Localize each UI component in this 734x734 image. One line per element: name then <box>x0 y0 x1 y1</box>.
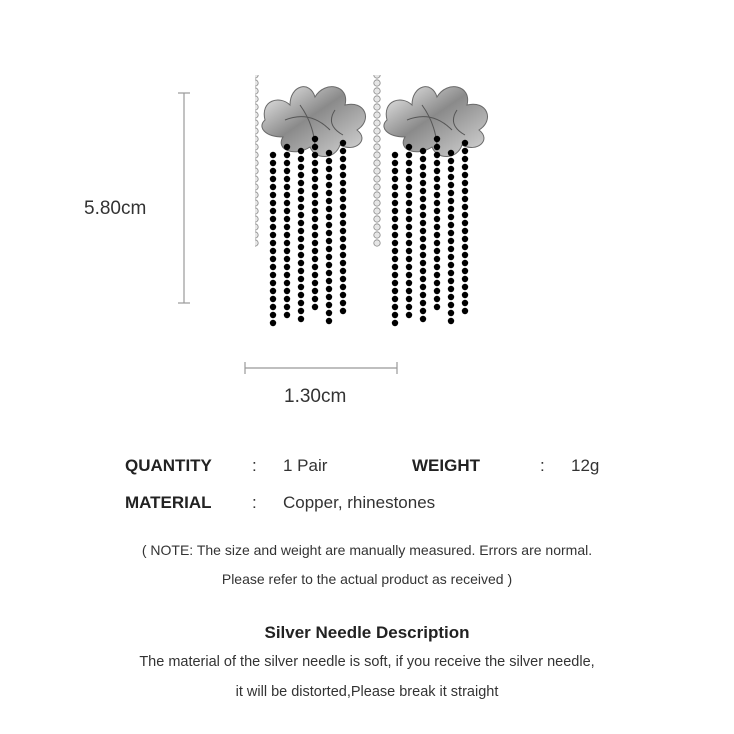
description-title: Silver Needle Description <box>264 623 470 642</box>
material-key: MATERIAL <box>125 493 212 512</box>
quantity-key: QUANTITY <box>125 456 212 475</box>
material-sep: : <box>252 493 257 512</box>
note-line-2: Please refer to the actual product as received ) <box>221 571 513 587</box>
weight-key: WEIGHT <box>412 456 480 475</box>
width-label: 1.30cm <box>284 386 347 407</box>
description-line-1: The material of the silver needle is soft, if you receive the silver needle, <box>139 654 595 670</box>
weight-sep: : <box>540 456 545 475</box>
description-line-2: it will be distorted,Please break it straight <box>235 684 499 700</box>
earrings-product-image <box>255 75 495 345</box>
material-value: Copper, rhinestones <box>283 493 436 512</box>
quantity-value: 1 Pair <box>283 456 328 475</box>
height-label: 5.80cm <box>84 198 147 219</box>
quantity-sep: : <box>252 456 257 475</box>
note-line-1: ( NOTE: The size and weight are manually measured. Errors are normal. <box>141 542 593 558</box>
height-dimension-line <box>178 93 190 303</box>
width-dimension-line <box>245 362 397 374</box>
weight-value: 12g <box>571 456 600 475</box>
